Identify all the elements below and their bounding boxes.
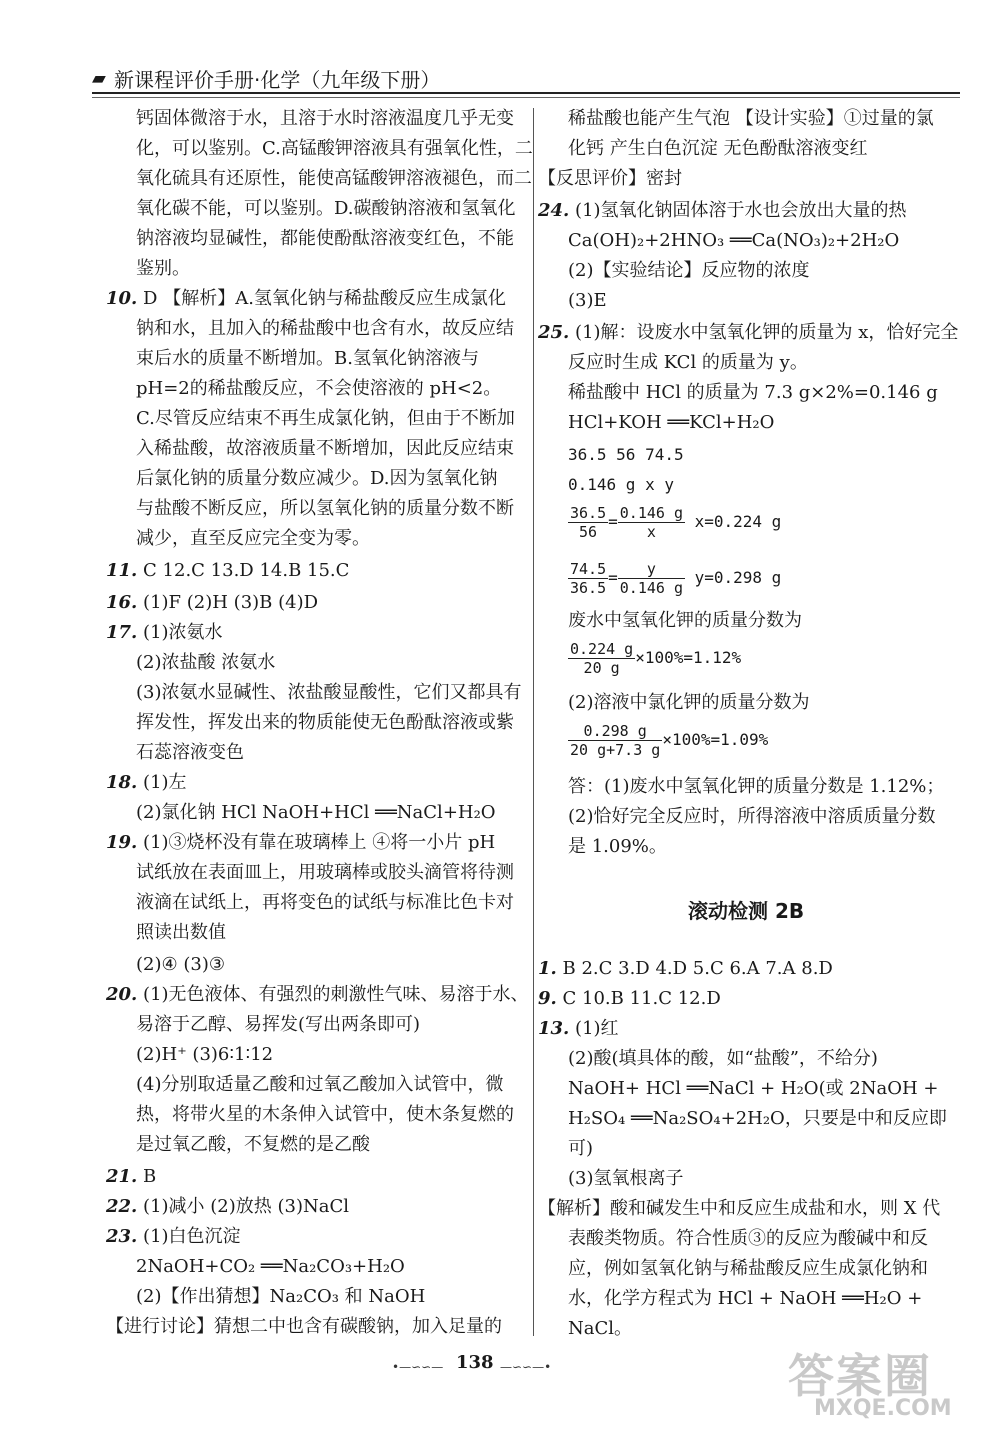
question-number: 25. bbox=[538, 322, 570, 343]
text-line: 与盐酸不断反应，所以氢氧化钠的质量分数不断 bbox=[136, 498, 514, 519]
text-line: 化钙 产生白色沉淀 无色酚酞溶液变红 bbox=[568, 138, 868, 159]
question-number: 23. bbox=[106, 1226, 138, 1247]
text-line: 是过氧乙酸，不复燃的是乙酸 bbox=[136, 1134, 370, 1155]
text-line: (2)浓盐酸 浓氨水 bbox=[136, 652, 276, 673]
text-line: (2)【实验结论】反应物的浓度 bbox=[568, 260, 810, 281]
header-title: 新课程评价手册·化学（九年级下册） bbox=[114, 68, 441, 92]
question-number: 11. bbox=[106, 560, 138, 581]
text-line: 稀盐酸中 HCl 的质量为 7.3 g×2%=0.146 g bbox=[568, 382, 938, 403]
text-line: 化，可以鉴别。C.高锰酸钾溶液具有强氧化性，二 bbox=[136, 138, 533, 159]
book-icon: ▰ bbox=[92, 68, 106, 89]
text-line: (2)酸(填具体的酸，如“盐酸”，不给分) bbox=[568, 1048, 878, 1069]
question-number: 21. bbox=[106, 1166, 138, 1187]
text-line: 反应时生成 KCl 的质量为 y。 bbox=[568, 352, 808, 373]
fraction: $\frac{0.298 g}{20 g+7.3 g}$ bbox=[570, 721, 661, 759]
text-line: 钠溶液均显碱性，都能使酚酞溶液变红色，不能 bbox=[136, 228, 514, 249]
text-line: 废水中氢氧化钾的质量分数为 bbox=[568, 610, 802, 631]
section-title: 滚动检测 2B bbox=[688, 899, 805, 923]
answer-text: B bbox=[137, 1166, 157, 1187]
text-line bbox=[106, 1224, 241, 1250]
page-number: 138 bbox=[456, 1352, 494, 1373]
text-line bbox=[538, 198, 907, 224]
text-line bbox=[538, 320, 958, 346]
question-number: 18. bbox=[106, 772, 138, 793]
text-line: (3)浓氨水显碱性、浓盐酸显酸性，它们又都具有 bbox=[136, 682, 522, 703]
text-line: 2NaOH+CO₂ ══Na₂CO₃+H₂O bbox=[136, 1256, 405, 1277]
text-line: 减少，直至反应完全变为零。 bbox=[136, 528, 370, 549]
text-line: 照读出数值 bbox=[136, 922, 226, 943]
text-line: 应，例如氢氧化钠与稀盐酸反应生成氯化钠和 bbox=[568, 1258, 928, 1279]
question-number: 1. bbox=[538, 958, 557, 979]
text-line: (2)恰好完全反应时，所得溶液中溶质质量分数 bbox=[568, 806, 936, 827]
text-line bbox=[106, 620, 223, 646]
text-line: 钙固体微溶于水，且溶于水时溶液温度几乎无变 bbox=[136, 108, 514, 129]
text-line: 水，化学方程式为 HCl + NaOH ══H₂O + bbox=[568, 1288, 923, 1309]
fraction: $\frac{74.5}{36.5}$ bbox=[570, 559, 607, 597]
ornament-right: —∽∽—• bbox=[500, 1360, 552, 1374]
ornament-left: •—∽∽— bbox=[392, 1360, 444, 1374]
page-header bbox=[92, 60, 960, 96]
fraction: $\frac{0.146 g}{x}$ bbox=[619, 503, 683, 541]
text-line: 氧化硫具有还原性，能使高锰酸钾溶液褪色，而二 bbox=[136, 168, 532, 189]
answer-text: (1)减小 (2)放热 (3)NaCl bbox=[137, 1196, 349, 1217]
text-line bbox=[538, 956, 833, 982]
question-number: 9. bbox=[538, 988, 557, 1009]
answer-text: (1)红 bbox=[569, 1018, 619, 1039]
text-line: 石蕊溶液变色 bbox=[136, 742, 244, 763]
fraction-line: $\frac{0.298 g}{20 g+7.3 g}$ ×100%=1.09% bbox=[570, 721, 769, 759]
text-line: 鉴别。 bbox=[136, 258, 190, 279]
text-line: 入稀盐酸，故溶液质量不断增加，因此反应结束 bbox=[136, 438, 514, 459]
answer-text: (1)左 bbox=[137, 772, 187, 793]
text-line: 【反思评价】密封 bbox=[538, 168, 682, 189]
text-line: (2)溶液中氯化钾的质量分数为 bbox=[568, 692, 810, 713]
text-line: pH=2的稀盐酸反应，不会使溶液的 pH<2。 bbox=[136, 378, 502, 399]
text-line: 钠和水，且加入的稀盐酸中也含有水，故反应结 bbox=[136, 318, 514, 339]
fraction: $\frac{36.5}{56}$ bbox=[570, 503, 607, 541]
question-number: 10. bbox=[106, 288, 138, 309]
text-line: 0.146 g x y bbox=[568, 475, 674, 494]
text-line bbox=[106, 1164, 156, 1190]
text-line: (3)氢氧根离子 bbox=[568, 1168, 684, 1189]
text-line bbox=[106, 590, 318, 616]
text-line bbox=[106, 830, 495, 856]
text-line bbox=[106, 558, 349, 584]
text-line: 氧化碳不能，可以鉴别。D.碳酸钠溶液和氢氧化 bbox=[136, 198, 516, 219]
text-line: C.尽管反应结束不再生成氯化钠，但由于不断加 bbox=[136, 408, 515, 429]
answer-text: C 12.C 13.D 14.B 15.C bbox=[137, 560, 350, 581]
text-line bbox=[106, 982, 529, 1008]
header-rule bbox=[92, 92, 960, 94]
text-line: 稀盐酸也能产生气泡 【设计实验】①过量的氯 bbox=[568, 108, 934, 129]
text-line: 36.5 56 74.5 bbox=[568, 445, 684, 464]
header-rule-thin bbox=[92, 97, 960, 98]
question-number: 22. bbox=[106, 1196, 138, 1217]
fraction: $\frac{y}{0.146 g}$ bbox=[619, 559, 683, 597]
fraction-line: $\frac{36.5}{56}$ = $\frac{0.146 g}{x}$ x=0.224 g bbox=[570, 503, 782, 541]
text-line: 【解析】酸和碱发生中和反应生成盐和水，则 X 代 bbox=[538, 1198, 941, 1219]
text-line: 可) bbox=[568, 1138, 594, 1159]
text-line: (2)H⁺ (3)6∶1∶12 bbox=[136, 1044, 274, 1065]
text-line: 表酸类物质。符合性质③的反应为酸碱中和反 bbox=[568, 1228, 928, 1249]
answer-text: C 10.B 11.C 12.D bbox=[556, 988, 721, 1009]
answer-text: D 【解析】A.氢氧化钠与稀盐酸反应生成氯化 bbox=[137, 288, 506, 309]
text-line: 束后水的质量不断增加。B.氢氧化钠溶液与 bbox=[136, 348, 479, 369]
text-line: Ca(OH)₂+2HNO₃ ══Ca(NO₃)₂+2H₂O bbox=[568, 230, 900, 251]
question-number: 16. bbox=[106, 592, 138, 613]
text-line: 热，将带火星的木条伸入试管中，使木条复燃的 bbox=[136, 1104, 514, 1125]
text-line: HCl+KOH ══KCl+H₂O bbox=[568, 412, 775, 433]
text-line: (4)分别取适量乙酸和过氧乙酸加入试管中，微 bbox=[136, 1074, 504, 1095]
watermark bbox=[788, 1340, 998, 1428]
answer-text: (1)无色液体、有强烈的刺激性气味、易溶于水、 bbox=[137, 984, 529, 1005]
text-line bbox=[106, 286, 506, 312]
fraction: $\frac{0.224 g}{20 g}$ bbox=[570, 639, 634, 677]
text-line bbox=[538, 986, 721, 1012]
answer-text: (1)白色沉淀 bbox=[137, 1226, 241, 1247]
answer-text: (1)F (2)H (3)B (4)D bbox=[137, 592, 319, 613]
text-line: 易溶于乙醇、易挥发(写出两条即可) bbox=[136, 1014, 421, 1035]
text-line bbox=[106, 1194, 349, 1220]
text-line: (3)E bbox=[568, 290, 607, 311]
question-number: 13. bbox=[538, 1018, 570, 1039]
watermark-url: MXQE.COM bbox=[814, 1396, 952, 1421]
column-divider bbox=[533, 108, 534, 1336]
text-line: 是 1.09%。 bbox=[568, 836, 667, 857]
text-line: 【进行讨论】猜想二中也含有碳酸钠，加入足量的 bbox=[106, 1316, 502, 1337]
text-line: 答：(1)废水中氢氧化钾的质量分数是 1.12%； bbox=[568, 776, 945, 797]
text-line: NaOH+ HCl ══NaCl + H₂O(或 2NaOH + bbox=[568, 1078, 939, 1099]
answer-text: (1)③烧杯没有靠在玻璃棒上 ④将一小片 pH bbox=[137, 832, 496, 853]
text-line: 液滴在试纸上，再将变色的试纸与标准比色卡对 bbox=[136, 892, 514, 913]
answer-text: (1)浓氨水 bbox=[137, 622, 223, 643]
text-line: (2)④ (3)③ bbox=[136, 954, 225, 975]
answer-text: (1)解：设废水中氢氧化钾的质量为 x，恰好完全 bbox=[569, 322, 959, 343]
question-number: 19. bbox=[106, 832, 138, 853]
text-line: H₂SO₄ ══Na₂SO₄+2H₂O，只要是中和反应即 bbox=[568, 1108, 947, 1129]
text-line: (2)【作出猜想】Na₂CO₃ 和 NaOH bbox=[136, 1286, 426, 1307]
watermark-logo-text: 答案圈 bbox=[788, 1349, 932, 1403]
fraction-line: $\frac{0.224 g}{20 g}$ ×100%=1.12% bbox=[570, 639, 742, 677]
question-number: 24. bbox=[538, 200, 570, 221]
answer-text: (1)氢氧化钠固体溶于水也会放出大量的热 bbox=[569, 200, 907, 221]
text-line: 挥发性，挥发出来的物质能使无色酚酞溶液或紫 bbox=[136, 712, 514, 733]
question-number: 20. bbox=[106, 984, 138, 1005]
text-line: (2)氯化钠 HCl NaOH+HCl ══NaCl+H₂O bbox=[136, 802, 496, 823]
fraction-line: $\frac{74.5}{36.5}$ = $\frac{y}{0.146 g}$ y=0.298 g bbox=[570, 559, 782, 597]
question-number: 17. bbox=[106, 622, 138, 643]
text-line: 后氯化钠的质量分数应减少。D.因为氢氧化钠 bbox=[136, 468, 498, 489]
text-line: 试纸放在表面皿上，用玻璃棒或胶头滴管将待测 bbox=[136, 862, 514, 883]
text-line bbox=[538, 1016, 619, 1042]
answer-text: B 2.C 3.D 4.D 5.C 6.A 7.A 8.D bbox=[556, 958, 833, 979]
text-line: NaCl。 bbox=[568, 1318, 633, 1339]
text-line bbox=[106, 770, 187, 796]
